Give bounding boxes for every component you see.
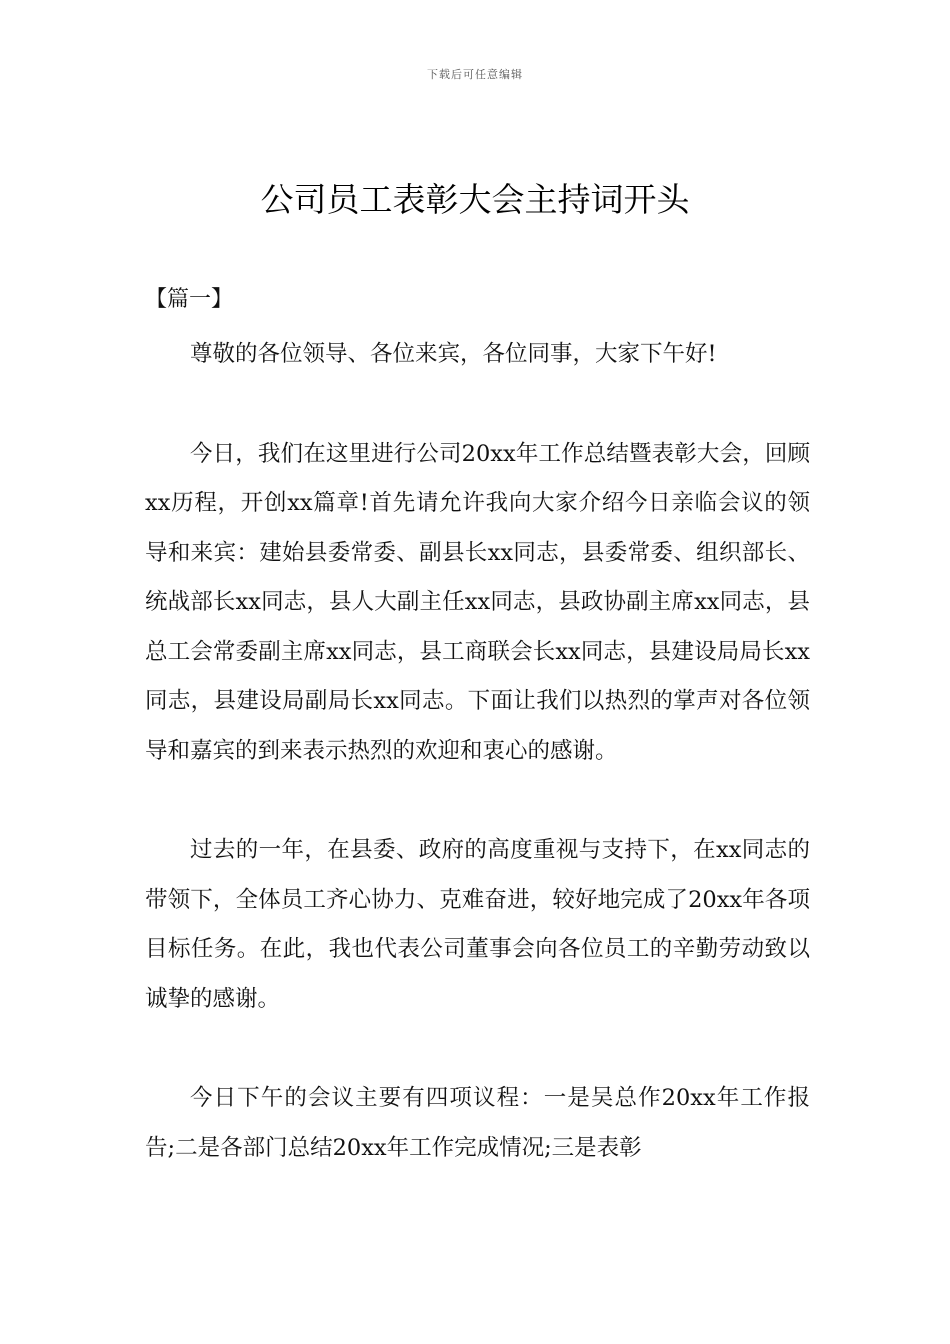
section-label: 【篇一】 bbox=[145, 287, 234, 312]
paragraph-greeting: 尊敬的各位领导、各位来宾，各位同事，大家下午好! bbox=[190, 341, 717, 367]
document-body bbox=[145, 330, 810, 1173]
paragraph-introduction: 今日，我们在这里进行公司20xx年工作总结暨表彰大会，回顾xx历程，开创xx篇章!首先请允许我向大家介绍今日亲临会议的领导和来宾：建始县委常委、副县长xx同志，县委常委、组织部长、统战部长xx同志，县人大副主任xx同志，县政协副主席xx同志，县总工会常委副主席xx同志，县工商联会长xx同志，县建设局局长xx同志，县建设局副局长xx同志。下面让我们以热烈的掌声对各位领导和嘉宾的到来表示热烈的欢迎和衷心的感谢。 bbox=[145, 440, 810, 764]
header-note: 下载后可任意编辑 bbox=[427, 68, 523, 81]
document-title: 公司员工表彰大会主持词开头 bbox=[260, 180, 690, 219]
paragraph-review: 过去的一年，在县委、政府的高度重视与支持下，在xx同志的带领下，全体员工齐心协力、克难奋进，较好地完成了20xx年各项目标任务。在此，我也代表公司董事会向各位员工的辛勤劳动致以诚挚的感谢。 bbox=[145, 837, 810, 1012]
paragraph-agenda: 今日下午的会议主要有四项议程：一是吴总作20xx年工作报告;二是各部门总结20xx年工作完成情况;三是表彰 bbox=[145, 1085, 810, 1161]
